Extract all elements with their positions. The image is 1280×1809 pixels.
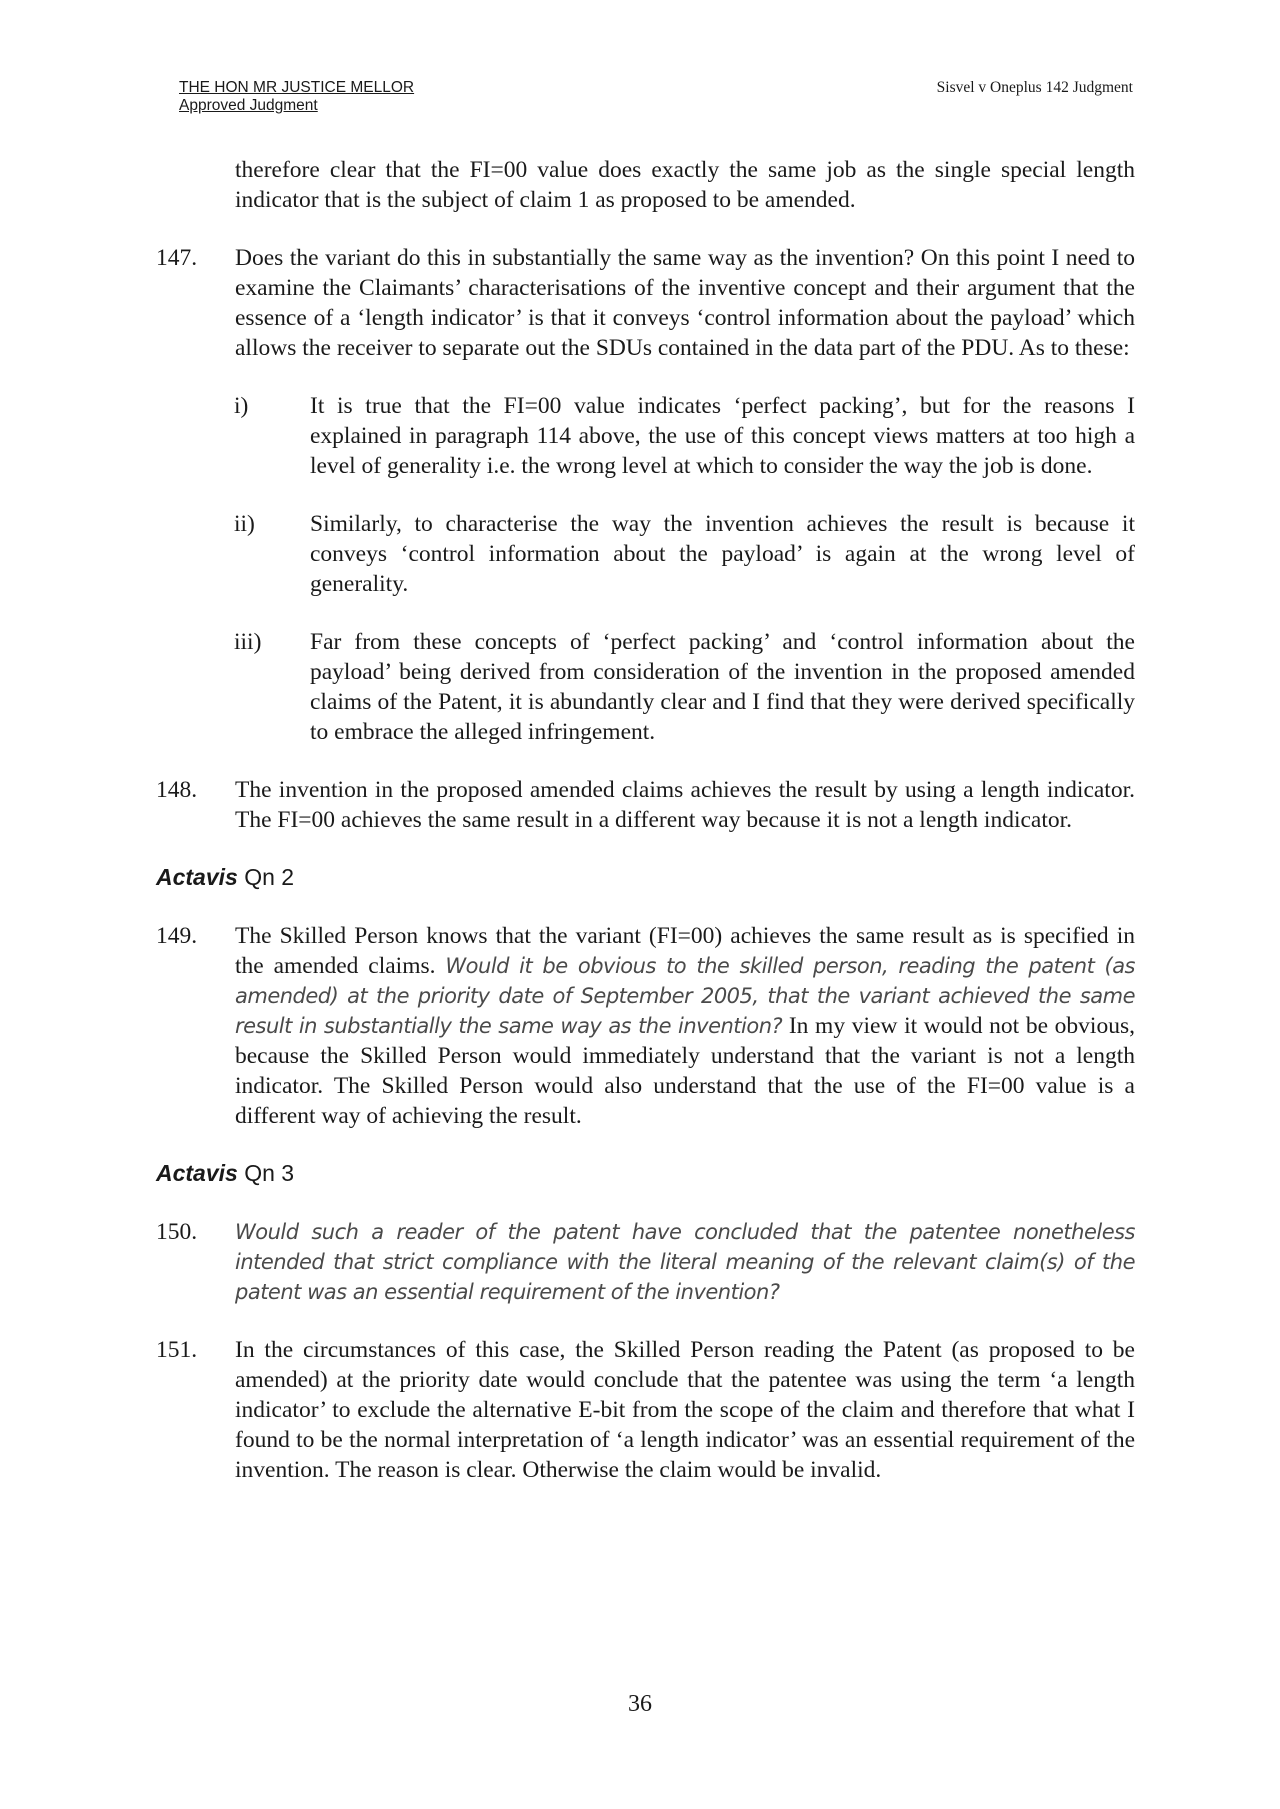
- header-left: [179, 79, 414, 115]
- paragraph-text: The invention in the proposed amended claims achieves the result by using a length indicator. The FI=00 achieves the same result in a different way because it is not a length indicator.: [235, 777, 1135, 833]
- judgment-body: [153, 155, 1135, 1513]
- paragraph-text: In the circumstances of this case, the Skilled Person reading the Patent (as proposed to be amended) at the priority date would conclude that the patentee was using the term ‘a length indicator’ to exclude the alternative E-bit from the scope of the claim and therefore that what I found to be the normal interpretation of ‘a length indicator’ was an essential requirement of the invention. The reason is clear. Otherwise the claim would be invalid.: [235, 1337, 1135, 1483]
- paragraph-150: [153, 1217, 1135, 1307]
- paragraph-149: [153, 921, 1135, 1131]
- paragraph-number: 151.: [156, 1337, 198, 1363]
- paragraph-text: therefore clear that the FI=00 value does exactly the same job as the single special length indicator that is the subject of claim 1 as proposed to be amended.: [235, 157, 1135, 213]
- paragraph-text: The Skilled Person knows that the variant (FI=00) achieves the same result as is specified in the amended claims.: [235, 923, 1135, 979]
- section-heading-qn3: [156, 1159, 1135, 1187]
- subparagraph-i: [153, 391, 1135, 481]
- heading-rest: Qn 3: [237, 1160, 295, 1186]
- heading-rest: Qn 2: [237, 864, 295, 890]
- subparagraph-label: ii): [234, 511, 255, 537]
- paragraph-text-continued: In my view it would not be obvious, because the Skilled Person would immediately understand that the variant is not a length indicator. The Skilled Person would also understand that the use of the FI=00 value is a different way of achieving the result.: [235, 1013, 1135, 1129]
- paragraph-number: 148.: [156, 777, 198, 803]
- heading-italic: Actavis: [156, 1160, 238, 1186]
- approved-judgment-label: Approved Judgment: [179, 97, 318, 114]
- judge-name: THE HON MR JUSTICE MELLOR: [179, 79, 415, 96]
- subparagraph-ii: [153, 509, 1135, 599]
- heading-italic: Actavis: [156, 864, 238, 890]
- paragraph-number: 147.: [156, 245, 198, 271]
- section-heading-qn2: [156, 863, 1135, 891]
- paragraph-151: [153, 1335, 1135, 1485]
- quoted-question: Would such a reader of the patent have concluded that the patentee nonetheless intended that strict compliance with the literal meaning of the relevant claim(s) of the patent was an essential requirement of the invention?: [235, 1220, 1135, 1304]
- paragraph-number: 149.: [156, 923, 198, 949]
- subparagraph-text: It is true that the FI=00 value indicates ‘perfect packing’, but for the reasons I explained in paragraph 114 above, the use of this concept views matters at too high a level of generality i.e. the wrong level at which to consider the way the job is done.: [310, 393, 1135, 479]
- subparagraph-text: Far from these concepts of ‘perfect packing’ and ‘control information about the payload’ being derived from consideration of the invention in the proposed amended claims of the Patent, it is abundantly clear and I find that they were derived specifically to embrace the alleged infringement.: [310, 629, 1135, 745]
- paragraph-146-continued: [153, 155, 1135, 215]
- subparagraph-text: Similarly, to characterise the way the invention achieves the result is because it conveys ‘control information about the payload’ is again at the wrong level of generality.: [310, 511, 1135, 597]
- subparagraph-label: iii): [234, 629, 262, 655]
- subparagraph-iii: [153, 627, 1135, 747]
- page-number: 36: [628, 1691, 652, 1717]
- case-title: Sisvel v Oneplus 142 Judgment: [936, 79, 1133, 96]
- paragraph-147: [153, 243, 1135, 363]
- subparagraph-label: i): [234, 393, 249, 419]
- quoted-question: Would it be obvious to the skilled person, reading the patent (as amended) at the priority date of September 2005, that the variant achieved the same result in substantially the same way as the invention?: [235, 954, 1135, 1038]
- paragraph-148: [153, 775, 1135, 835]
- paragraph-text: Does the variant do this in substantially the same way as the invention? On this point I need to examine the Claimants’ characterisations of the inventive concept and their argument that the essence of a ‘length indicator’ is that it conveys ‘control information about the payload’ which allows the receiver to separate out the SDUs contained in the data part of the PDU. As to these:: [235, 245, 1135, 361]
- paragraph-number: 150.: [156, 1219, 198, 1245]
